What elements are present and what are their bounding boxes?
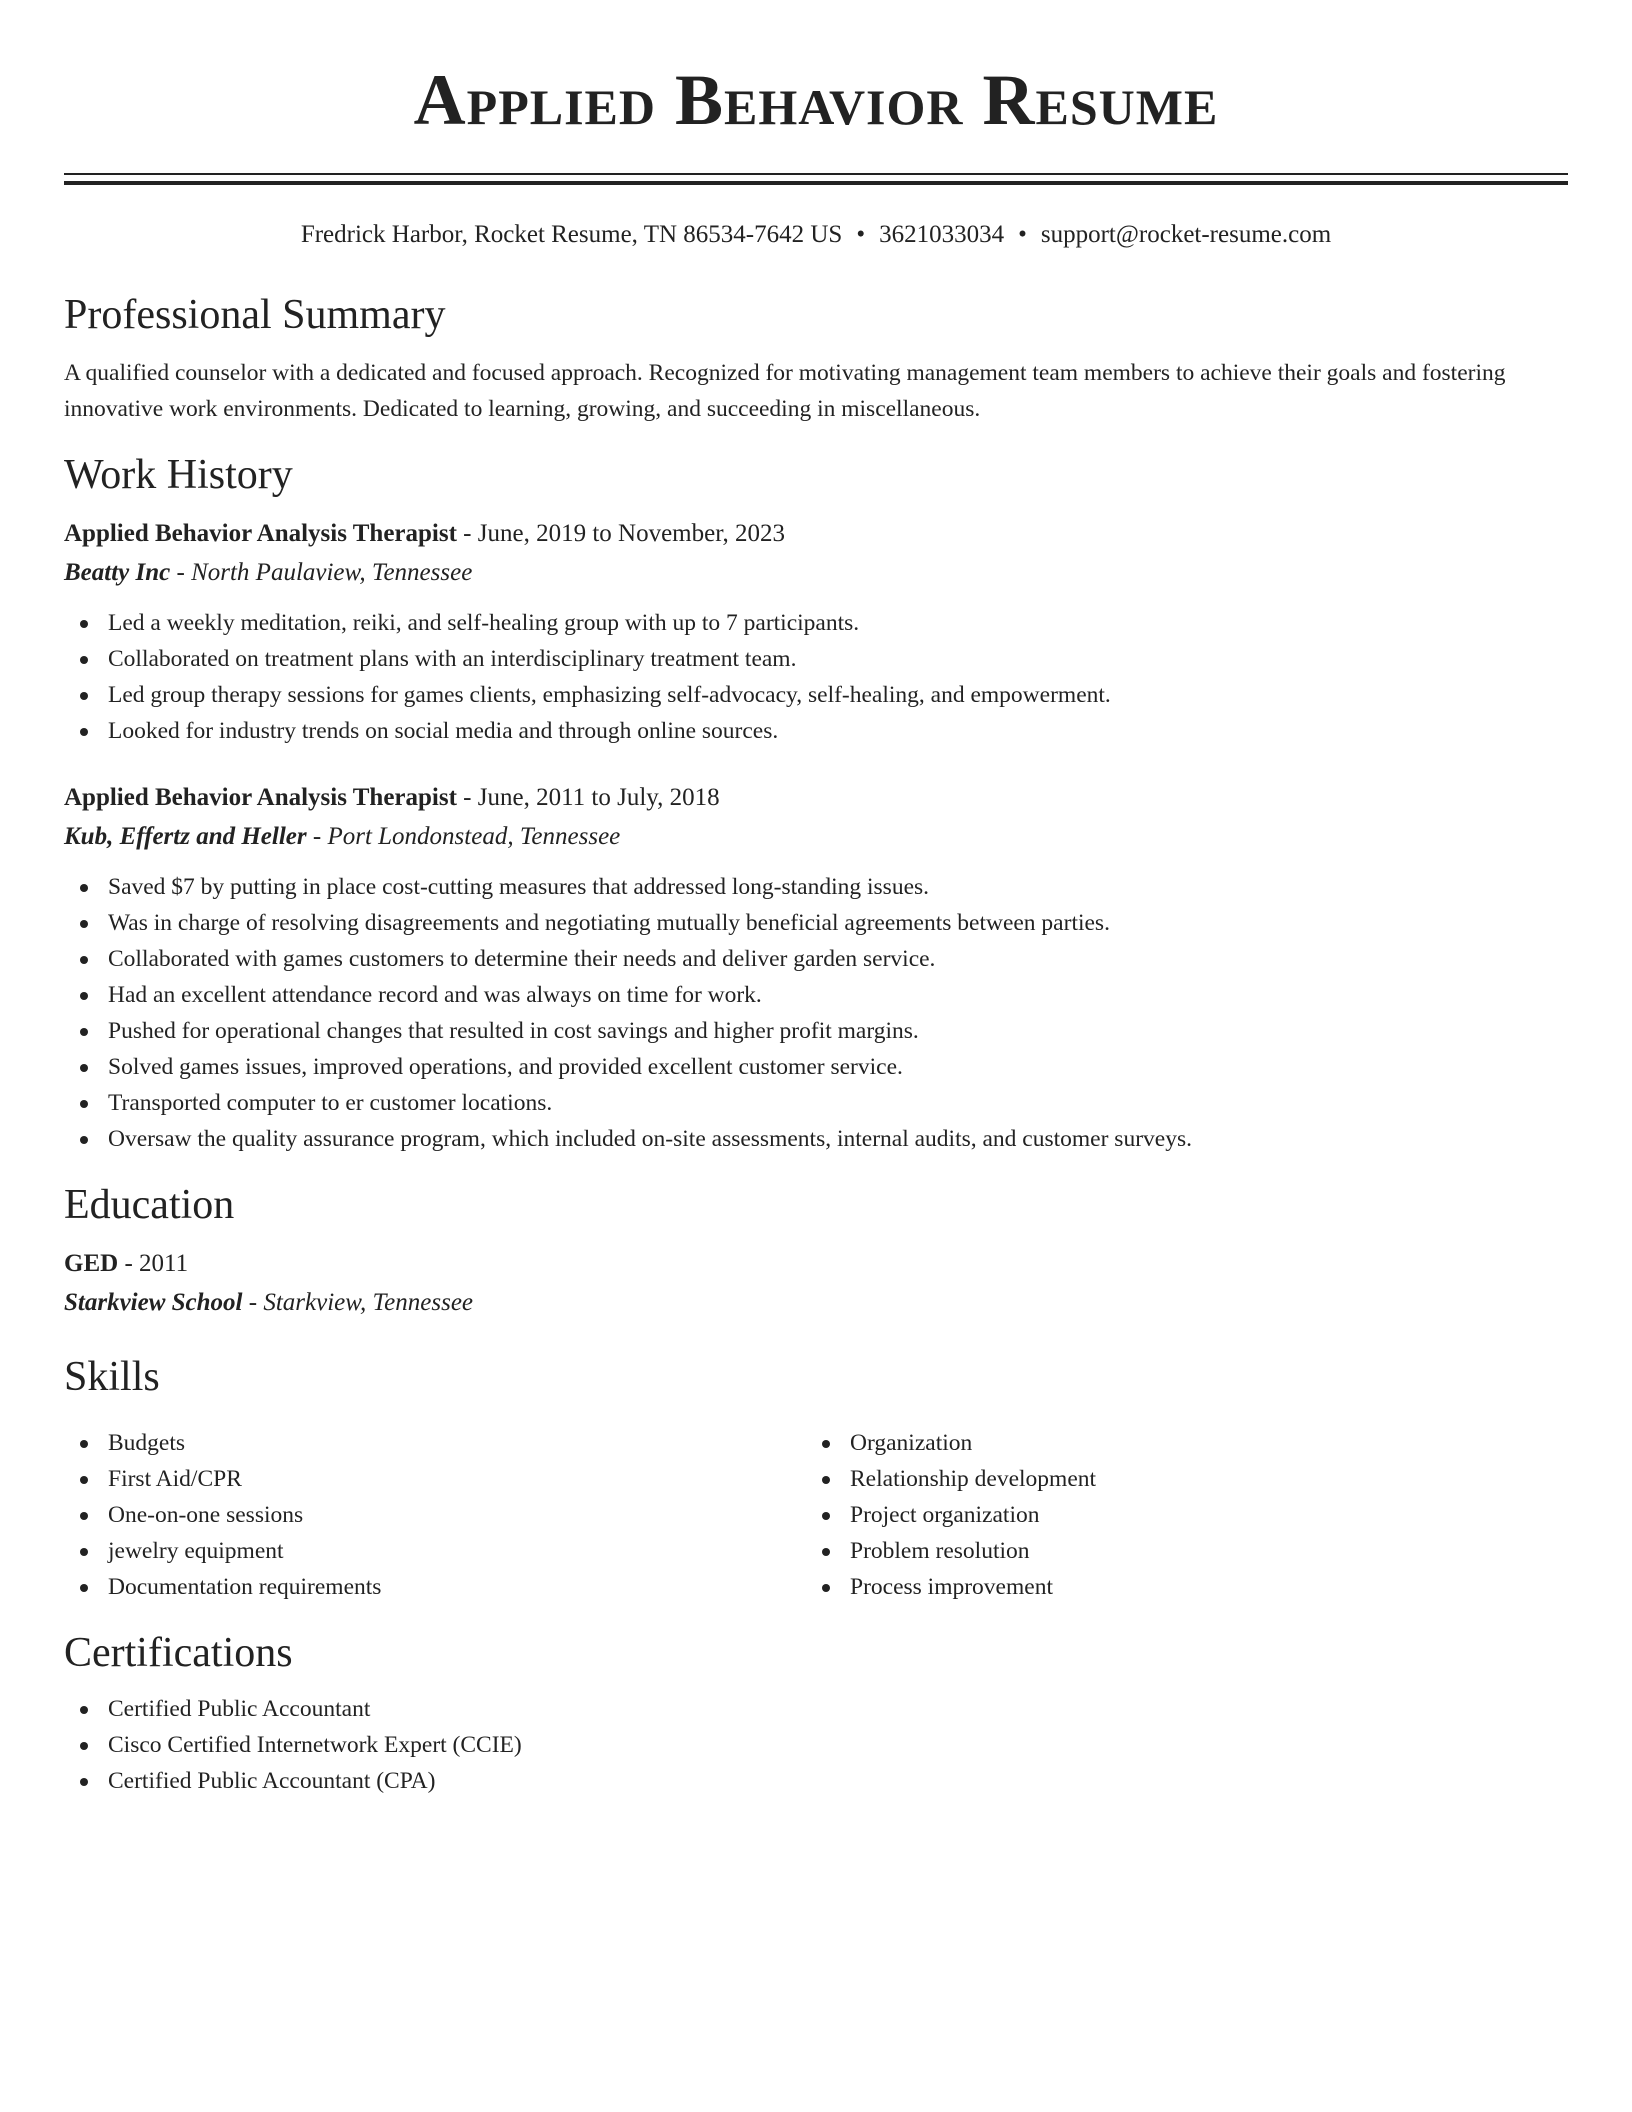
list-item: Saved $7 by putting in place cost-cutting measures that addressed long-standing issues. bbox=[64, 869, 1568, 905]
education-heading: Education bbox=[64, 1182, 235, 1228]
job-dates: - June, 2019 to November, 2023 bbox=[456, 520, 786, 547]
summary-heading: Professional Summary bbox=[64, 292, 446, 338]
list-item: Problem resolution bbox=[806, 1533, 1548, 1569]
job-title-line bbox=[64, 779, 1568, 817]
job-title-line bbox=[64, 515, 1568, 553]
contact-address: Fredrick Harbor, Rocket Resume, TN 86534-7642 US bbox=[300, 221, 843, 248]
skills-list-right bbox=[806, 1425, 1548, 1605]
contact-email: support@rocket-resume.com bbox=[1040, 221, 1332, 248]
list-item: Had an excellent attendance record and was always on time for work. bbox=[64, 977, 1568, 1013]
job-duties-list bbox=[64, 605, 1568, 749]
work-history-heading: Work History bbox=[64, 452, 293, 498]
contact-line bbox=[64, 219, 1568, 251]
job-duties-list bbox=[64, 869, 1568, 1157]
degree-year: - 2011 bbox=[118, 1250, 189, 1277]
list-item: Cisco Certified Internetwork Expert (CCIE) bbox=[64, 1727, 1568, 1763]
school-location: - Starkview, Tennessee bbox=[242, 1289, 474, 1316]
list-item: Pushed for operational changes that resulted in cost savings and higher profit margins. bbox=[64, 1013, 1568, 1049]
company-line bbox=[64, 553, 1568, 593]
education-entry bbox=[64, 1245, 1568, 1323]
school-line bbox=[64, 1283, 1568, 1323]
list-item: Documentation requirements bbox=[64, 1569, 806, 1605]
list-item: Budgets bbox=[64, 1425, 806, 1461]
list-item: Led group therapy sessions for games clients, emphasizing self-advocacy, self-healing, and empowerment. bbox=[64, 677, 1568, 713]
job-entry bbox=[64, 779, 1568, 1157]
skills-list-left bbox=[64, 1425, 806, 1605]
list-item: Solved games issues, improved operations, and provided excellent customer service. bbox=[64, 1049, 1568, 1085]
company-line bbox=[64, 817, 1568, 857]
job-dates: - June, 2011 to July, 2018 bbox=[456, 784, 720, 811]
list-item: Collaborated with games customers to determine their needs and deliver garden service. bbox=[64, 941, 1568, 977]
resume-title: Applied Behavior Resume bbox=[413, 60, 1219, 140]
company-location: - North Paulaview, Tennessee bbox=[170, 559, 473, 586]
list-item: Relationship development bbox=[806, 1461, 1548, 1497]
list-item: Organization bbox=[806, 1425, 1548, 1461]
list-item: Transported computer to er customer locations. bbox=[64, 1085, 1568, 1121]
job-entry bbox=[64, 515, 1568, 749]
title-divider-thin bbox=[64, 173, 1568, 175]
list-item: Process improvement bbox=[806, 1569, 1548, 1605]
list-item: One-on-one sessions bbox=[64, 1497, 806, 1533]
list-item: Certified Public Accountant (CPA) bbox=[64, 1763, 1568, 1799]
skills-heading: Skills bbox=[64, 1354, 160, 1400]
list-item: Led a weekly meditation, reiki, and self-healing group with up to 7 participants. bbox=[64, 605, 1568, 641]
bullet-separator: • bbox=[856, 221, 866, 248]
school-name: Starkview School bbox=[64, 1289, 243, 1316]
list-item: jewelry equipment bbox=[64, 1533, 806, 1569]
resume-page bbox=[64, 0, 1568, 1799]
list-item: Project organization bbox=[806, 1497, 1548, 1533]
certifications-list bbox=[64, 1691, 1568, 1799]
list-item: Was in charge of resolving disagreements and negotiating mutually beneficial agreements between parties. bbox=[64, 905, 1568, 941]
degree-line bbox=[64, 1245, 1568, 1283]
company-name: Beatty Inc bbox=[64, 559, 171, 586]
summary-text: A qualified counselor with a dedicated and focused approach. Recognized for motivating management team members to achieve their goals and fostering innovative work environments. Dedicated to learning, growing, and succeeding in miscellaneous. bbox=[64, 360, 1506, 422]
certifications-heading: Certifications bbox=[64, 1630, 293, 1676]
list-item: First Aid/CPR bbox=[64, 1461, 806, 1497]
company-location: - Port Londonstead, Tennessee bbox=[306, 823, 621, 850]
job-title: Applied Behavior Analysis Therapist bbox=[64, 784, 457, 811]
list-item: Collaborated on treatment plans with an interdisciplinary treatment team. bbox=[64, 641, 1568, 677]
list-item: Oversaw the quality assurance program, which included on-site assessments, internal audits, and customer surveys. bbox=[64, 1121, 1568, 1157]
skills-grid bbox=[64, 1413, 1568, 1605]
degree-name: GED bbox=[64, 1250, 119, 1277]
bullet-separator: • bbox=[1018, 221, 1027, 248]
list-item: Looked for industry trends on social media and through online sources. bbox=[64, 713, 1568, 749]
list-item: Certified Public Accountant bbox=[64, 1691, 1568, 1727]
job-title: Applied Behavior Analysis Therapist bbox=[64, 520, 457, 547]
title-divider-thick bbox=[64, 181, 1568, 185]
contact-phone: 3621033034 bbox=[879, 221, 1005, 248]
company-name: Kub, Effertz and Heller bbox=[64, 823, 307, 850]
